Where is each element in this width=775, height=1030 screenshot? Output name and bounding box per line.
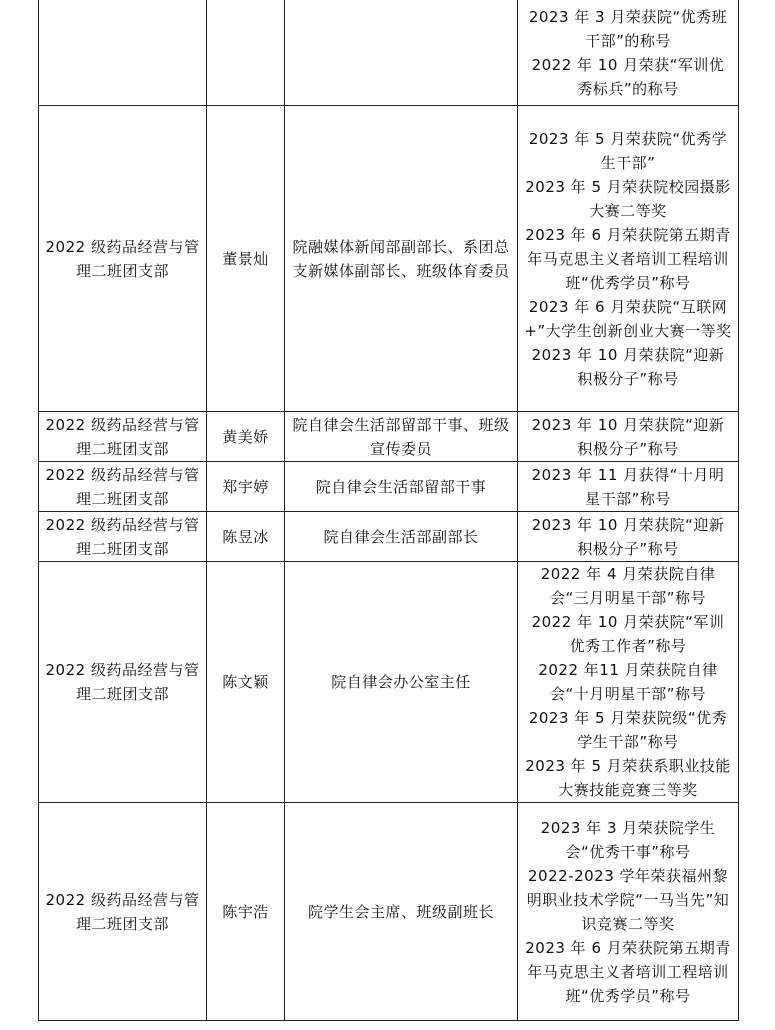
- award-item: 2023 年 5 月荣获院“优秀学生干部”: [528, 129, 728, 172]
- class-cell: [39, 0, 207, 106]
- name-cell: 黄美娇: [207, 412, 285, 462]
- awards-cell: [518, 512, 739, 562]
- award-item: 2022 年11 月荣获院自律会“十月明星干部”称号: [538, 661, 718, 703]
- award-item: 2022-2023 学年荣获福州黎明职业技术学院“一马当先”知识竞赛二等奖: [526, 866, 730, 933]
- table-row: [39, 412, 739, 462]
- name-cell: 陈宇浩: [207, 803, 285, 1021]
- position-cell: 院自律会生活部副部长: [285, 512, 518, 562]
- award-item: 2023 年 10 月荣获院“迎新积极分子”称号: [531, 515, 725, 558]
- award-item: 2022 年 4 月荣获院自律会“三月明星干部”称号: [540, 565, 716, 607]
- class-cell: 2022 级药品经营与管理二班团支部: [39, 512, 207, 562]
- class-cell: 2022 级药品经营与管理二班团支部: [39, 803, 207, 1021]
- award-item: 2023 年 3 月荣获院学生会“优秀干事”称号: [540, 818, 716, 861]
- award-item: 2023 年 6 月荣获院“互联网+”大学生创新创业大赛一等奖: [524, 297, 732, 340]
- class-cell: 2022 级药品经营与管理二班团支部: [39, 412, 207, 462]
- awards-cell: [518, 0, 739, 106]
- name-cell: 郑宇婷: [207, 462, 285, 512]
- award-item: 2023 年 5 月荣获院校园摄影大赛二等奖: [525, 177, 731, 220]
- table-row: [39, 803, 739, 1021]
- table-row: [39, 512, 739, 562]
- awards-cell: [518, 412, 739, 462]
- honors-table: [38, 0, 739, 1021]
- award-item: 2023 年 6 月荣获院第五期青年马克思主义者培训工程培训班“优秀学员”称号: [525, 225, 731, 292]
- award-item: 2023 年 10 月荣获院“迎新积极分子”称号: [531, 415, 725, 458]
- award-item: 2022 年 10 月荣获“军训优秀标兵”的称号: [531, 55, 725, 98]
- awards-cell: [518, 462, 739, 512]
- name-cell: [207, 0, 285, 106]
- table-row: [39, 462, 739, 512]
- award-item: 2022 年 10 月荣获院“军训优秀工作者”称号: [531, 613, 725, 655]
- award-item: 2023 年 6 月荣获院第五期青年马克思主义者培训工程培训班“优秀学员”称号: [525, 938, 731, 1005]
- position-cell: 院自律会办公室主任: [285, 562, 518, 803]
- name-cell: 陈昱冰: [207, 512, 285, 562]
- position-cell: 院融媒体新闻部副部长、系团总支新媒体副部长、班级体育委员: [285, 106, 518, 412]
- table-row: [39, 0, 739, 106]
- table-row: [39, 562, 739, 803]
- awards-cell: [518, 106, 739, 412]
- class-cell: 2022 级药品经营与管理二班团支部: [39, 106, 207, 412]
- class-cell: 2022 级药品经营与管理二班团支部: [39, 562, 207, 803]
- position-cell: 院自律会生活部留部干事: [285, 462, 518, 512]
- award-item: 2023 年 5 月荣获院级“优秀学生干部”称号: [528, 709, 728, 751]
- position-cell: [285, 0, 518, 106]
- name-cell: 董景灿: [207, 106, 285, 412]
- table-row: [39, 106, 739, 412]
- class-cell: 2022 级药品经营与管理二班团支部: [39, 462, 207, 512]
- name-cell: 陈文颖: [207, 562, 285, 803]
- award-item: 2023 年 11 月获得“十月明星干部”称号: [531, 465, 725, 508]
- award-item: 2023 年 3 月荣获院“优秀班干部”的称号: [528, 7, 728, 50]
- award-item: 2023 年 10 月荣获院“迎新积极分子”称号: [531, 345, 725, 388]
- award-item: 2023 年 5 月荣获系职业技能大赛技能竞赛三等奖: [525, 757, 731, 799]
- position-cell: 院学生会主席、班级副班长: [285, 803, 518, 1021]
- awards-cell: [518, 803, 739, 1021]
- awards-cell: [518, 562, 739, 803]
- position-cell: 院自律会生活部留部干事、班级宣传委员: [285, 412, 518, 462]
